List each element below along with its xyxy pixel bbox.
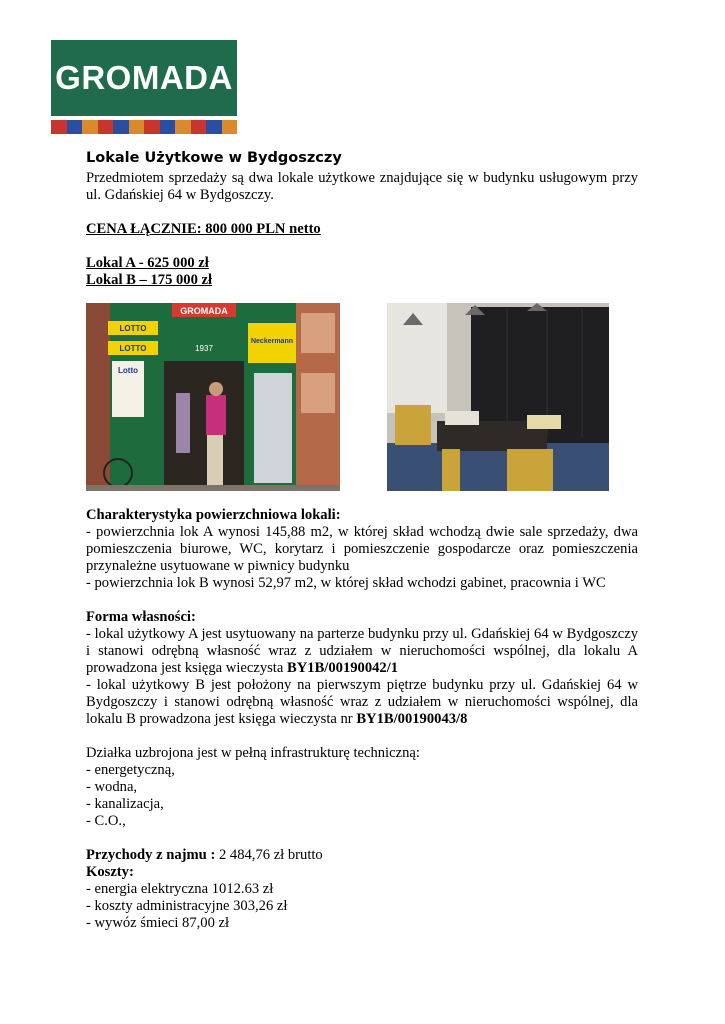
shop-sign-text: GROMADA: [180, 306, 228, 316]
ownership-heading: Forma własności:: [86, 609, 196, 625]
price-lokal-b: Lokal B – 175 000 zł: [86, 272, 213, 288]
cost-item: - energia elektryczna 1012.63 zł: [86, 881, 274, 897]
income-label: Przychody z najmu :: [86, 847, 216, 863]
shop-front-photo: [86, 303, 340, 491]
document-body: [86, 150, 638, 932]
infra-item: - kanalizacja,: [86, 796, 164, 812]
ownership-a: [86, 626, 638, 677]
logo-color-stripe: [51, 120, 237, 134]
office-interior-photo: [387, 303, 609, 491]
stripe-segment: [206, 120, 222, 134]
stripe-segment: [113, 120, 129, 134]
logo-text: GROMADA: [55, 59, 233, 96]
stripe-segment: [129, 120, 145, 134]
income-line: [86, 847, 638, 864]
intro-paragraph: Przedmiotem sprzedaży są dwa lokale użytkowe znajdujące się w budynku usługowym przy ul. Gdańskiej 64 w Bydgoszczy.: [86, 170, 638, 203]
ownership-b-kw: BY1B/00190043/8: [356, 711, 468, 727]
surface-heading: Charakterystyka powierzchniowa lokali:: [86, 507, 341, 523]
stripe-segment: [175, 120, 191, 134]
lotto-poster: Lotto: [118, 366, 138, 375]
costs-heading: Koszty:: [86, 864, 134, 880]
lotto-sign-1: LOTTO: [119, 324, 147, 333]
ownership-a-text: - lokal użytkowy A jest usytuowany na parterze budynku przy ul. Gdańskiej 64 w Bydgoszczy i stanowi odrębną własność wraz z udziałem w nieruchomości wspólnej, dla lokalu A prowadzona jest księga wieczysta: [86, 626, 638, 676]
stripe-segment: [51, 120, 67, 134]
ownership-b: [86, 677, 638, 728]
stripe-segment: [82, 120, 98, 134]
stripe-segment: [98, 120, 114, 134]
ownership-b-text: - lokal użytkowy B jest położony na pierwszym piętrze budynku przy ul. Gdańskiej 64 w Bydgoszczy i stanowi odrębną własność wraz z udziałem w nieruchomości wspólnej, dla lokalu B prowadzona jest księga wieczysta nr: [86, 677, 638, 727]
gromada-logo: [51, 40, 237, 134]
cost-item: - koszty administracyjne 303,26 zł: [86, 898, 288, 914]
shop-number-text: 1937: [195, 344, 213, 353]
price-lokal-a: Lokal A - 625 000 zł: [86, 255, 209, 271]
infra-item: - energetyczną,: [86, 762, 175, 778]
stripe-segment: [222, 120, 238, 134]
cost-item: - wywóz śmieci 87,00 zł: [86, 915, 230, 931]
stripe-segment: [160, 120, 176, 134]
page-title: Lokale Użytkowe w Bydgoszczy: [86, 150, 342, 166]
stripe-segment: [67, 120, 83, 134]
photo-gallery: [86, 303, 638, 491]
ownership-a-kw: BY1B/00190042/1: [287, 660, 399, 676]
total-price: CENA ŁĄCZNIE: 800 000 PLN netto: [86, 221, 321, 237]
infra-intro: Działka uzbrojona jest w pełną infrastrukturę techniczną:: [86, 745, 420, 761]
surface-line-a: - powierzchnia lok A wynosi 145,88 m2, w której skład wchodzą dwie sale sprzedaży, dwa pomieszczenia biurowe, WC, korytarz i pomieszczenie gospodarcze oraz pomieszczenia przynależne usytuowane w piwnicy budynku: [86, 524, 638, 574]
lotto-sign-2: LOTTO: [119, 344, 147, 353]
neckermann-sign: Neckermann: [250, 338, 294, 345]
logo-box: [51, 40, 237, 116]
infra-item: - wodna,: [86, 779, 138, 795]
surface-line-b: - powierzchnia lok B wynosi 52,97 m2, w której skład wchodzi gabinet, pracownia i WC: [86, 575, 606, 591]
income-value: 2 484,76 zł brutto: [215, 847, 323, 863]
stripe-segment: [191, 120, 207, 134]
stripe-segment: [144, 120, 160, 134]
infra-item: - C.O.,: [86, 813, 126, 829]
